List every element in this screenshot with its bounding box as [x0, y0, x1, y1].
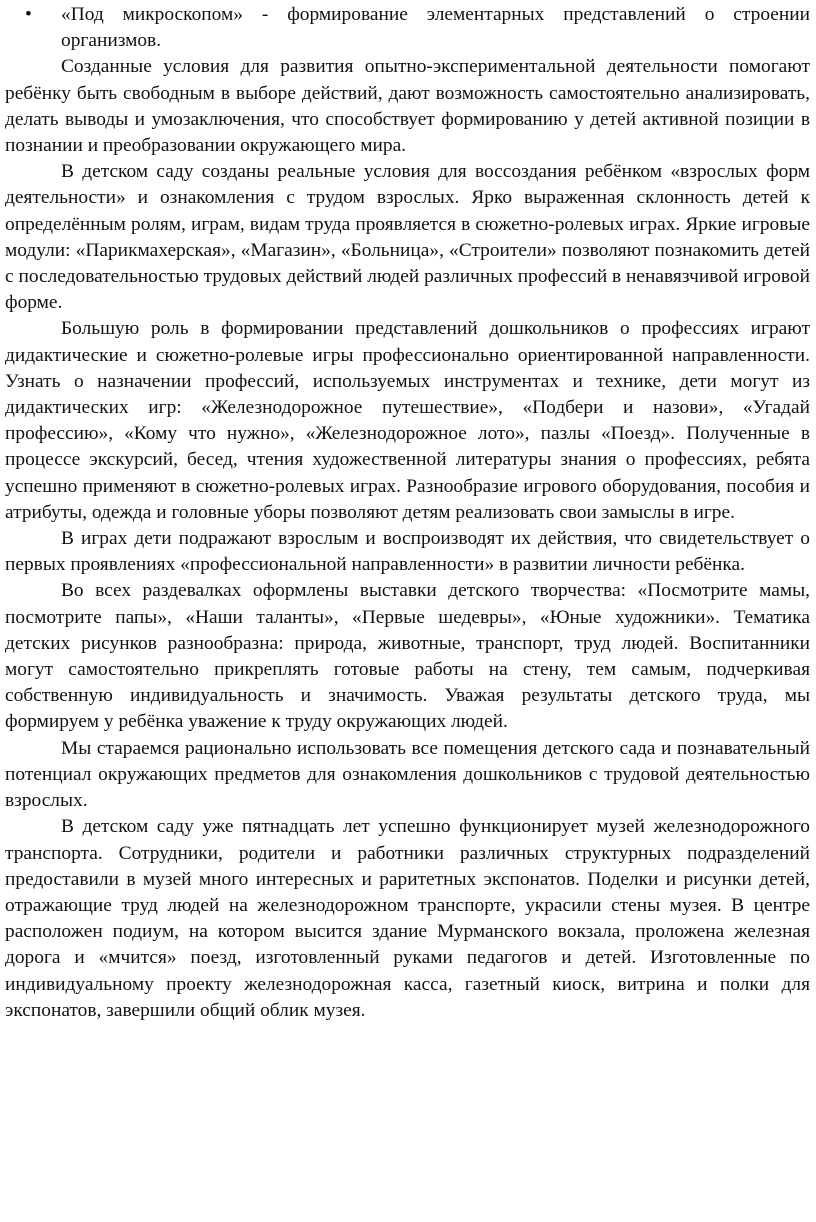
paragraph-experimental-activity: Созданные условия для развития опытно-экспериментальной деятельности помогают ребёнку быть свободным в выборе действий, дают возможность самостоятельно анализировать, делать выводы и умозаключения, что способствует формированию у детей активной позиции в познании и преобразовании окружающего мира.	[5, 56, 810, 157]
paragraph-art-exhibitions: Во всех раздевалках оформлены выставки детского творчества: «Посмотрите мамы, посмотрите папы», «Наши таланты», «Первые шедевры», «Юные художники». Тематика детских рисунков разнообразна: природа, животные, транспорт, труд людей. Воспитанники могут самостоятельно прикреплять готовые работы на стену, тем самым, подчеркивая собственную индивидуальность и значимость. Уважая результаты детского труда, мы формируем у ребёнка уважение к труду окружающих людей.	[5, 580, 810, 733]
paragraph-adult-labor-forms: В детском саду созданы реальные условия для воссоздания ребёнком «взрослых форм деятельности» и ознакомления с трудом взрослых. Ярко выраженная склонность детей к определённым ролям, играм, видам труда проявляется в сюжетно-ролевых играх. Яркие игровые модули: «Парикмахерская», «Магазин», «Больница», «Строители» позволяют познакомить детей с последовательностью трудовых действий людей различных профессий в ненавязчивой игровой форме.	[5, 161, 810, 314]
bullet-icon: •	[25, 4, 32, 25]
paragraph-railway-museum: В детском саду уже пятнадцать лет успешно функционирует музей железнодорожного транспорта. Сотрудники, родители и работники различных структурных подразделений предоставили в музей много интересных и раритетных экспонатов. Поделки и рисунки детей, отражающие труд людей на железнодорожном транспорте, украсили стены музея. В центре расположен подиум, на котором высится здание Мурманского вокзала, проложена железная дорога и «мчится» поезд, изготовленный руками педагогов и детей. Изготовленные по индивидуальному проекту железнодорожная касса, газетный киоск, витрина и полки для экспонатов, завершили общий облик музея.	[5, 816, 810, 1021]
paragraph-premises-use: Мы стараемся рационально использовать все помещения детского сада и познавательный потенциал окружающих предметов для ознакомления дошкольников с трудовой деятельностью взрослых.	[5, 737, 810, 812]
bullet-text: «Под микроскопом» - формирование элементарных представлений о строении организмов.	[61, 4, 810, 52]
bullet-list-item	[5, 2, 810, 54]
paragraph-didactic-games: Большую роль в формировании представлений дошкольников о профессиях играют дидактические и сюжетно-ролевые игры профессионально ориентированной направленности. Узнать о назначении профессий, используемых инструментах и технике, дети могут из дидактических игр: «Железнодорожное путешествие», «Подбери и назови», «Угадай профессию», «Кому что нужно», «Железнодорожное лото», пазлы «Поезд». Полученные в процессе экскурсий, бесед, чтения художественной литературы знания о профессиях, ребята успешно применяют в сюжетно-ролевых играх. Разнообразие игрового оборудования, пособия и атрибуты, одежда и головные уборы позволяют детям реализовать свои замыслы в игре.	[5, 318, 810, 523]
paragraph-imitation-in-play: В играх дети подражают взрослым и воспроизводят их действия, что свидетельствует о первых проявлениях «профессиональной направленности» в развитии личности ребёнка.	[5, 528, 810, 576]
